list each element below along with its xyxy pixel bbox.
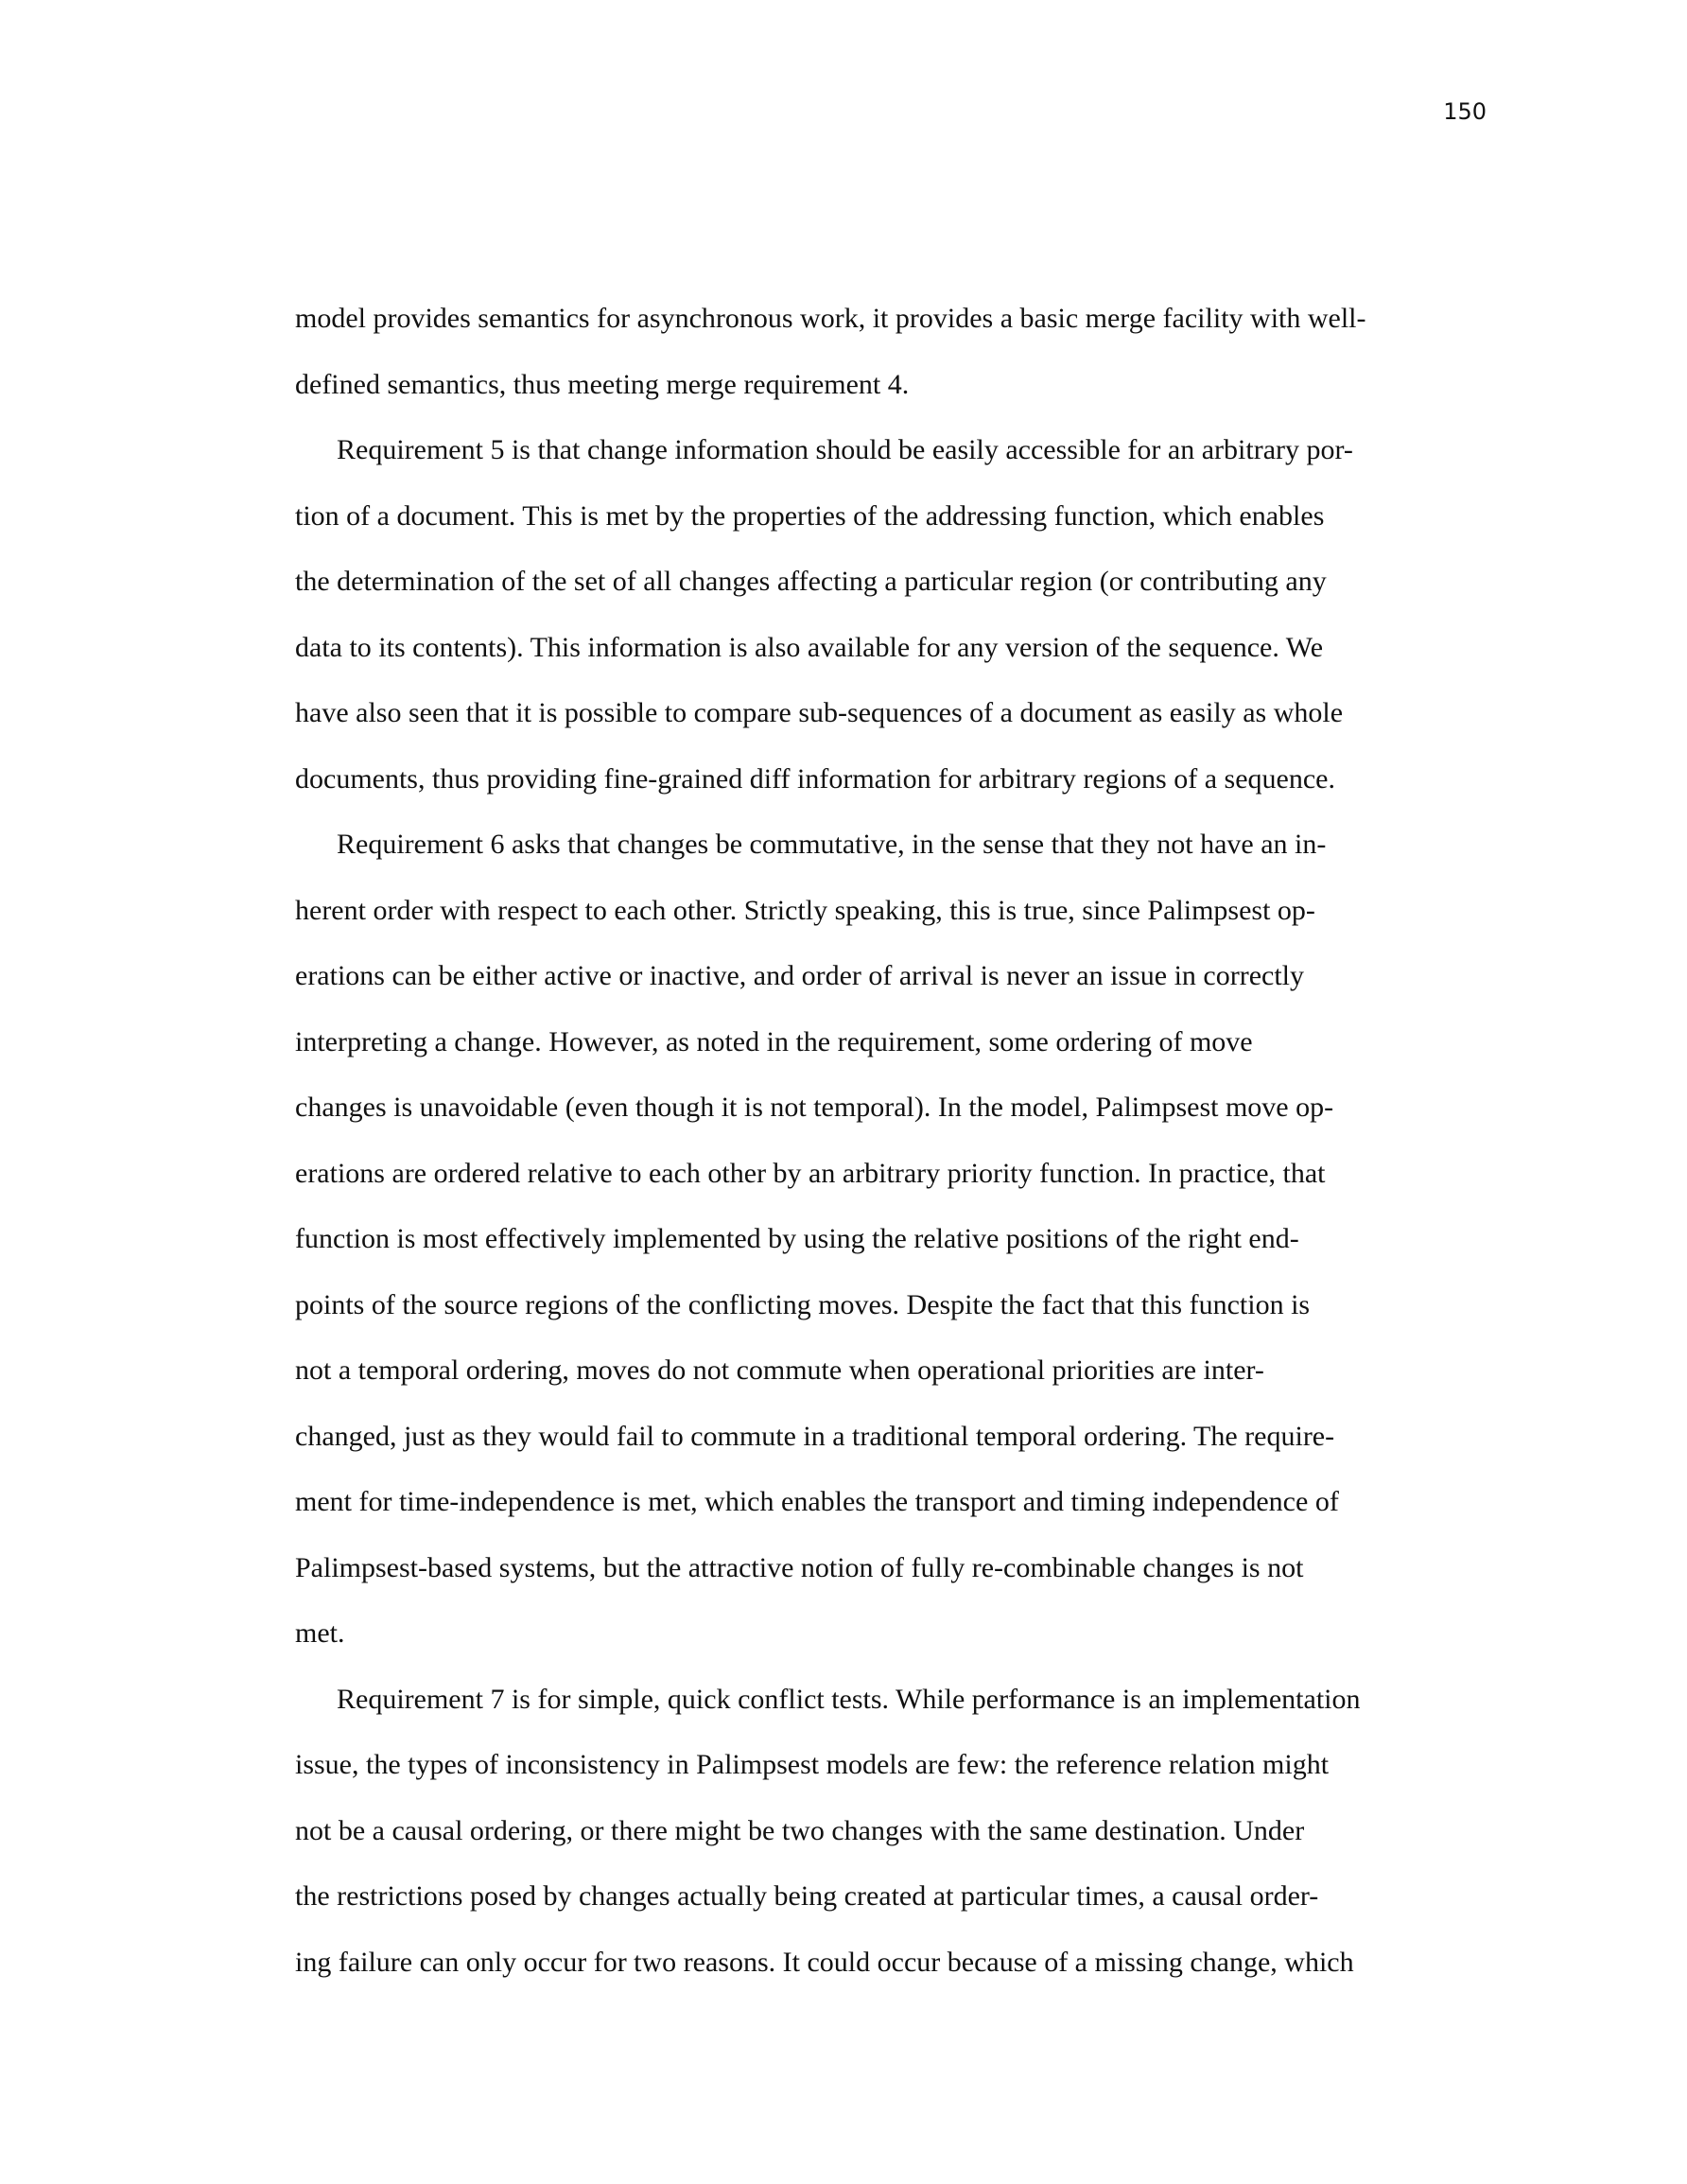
text-line: erations can be either active or inactive, and order of arrival is never an issue in correctly — [295, 960, 1305, 991]
text-line: erations are ordered relative to each other by an arbitrary priority function. In practice, that — [295, 1157, 1326, 1189]
paragraph-start-line: Requirement 6 asks that changes be commutative, in the sense that they not have an in- — [337, 829, 1327, 860]
text-line: function is most effectively implemented by using the relative positions of the right end- — [295, 1223, 1299, 1254]
text-line: defined semantics, thus meeting merge requirement 4. — [295, 368, 910, 400]
page-number: 150 — [1443, 98, 1487, 125]
text-line: data to its contents). This information is also available for any version of the sequence. We — [295, 631, 1324, 663]
text-line: model provides semantics for asynchronous work, it provides a basic merge facility with well- — [295, 303, 1366, 334]
text-line: not a temporal ordering, moves do not commute when operational priorities are inter- — [295, 1354, 1264, 1386]
text-line: ing failure can only occur for two reasons. It could occur because of a missing change, which — [295, 1946, 1354, 1978]
paragraph-start-line: Requirement 5 is that change information should be easily accessible for an arbitrary por- — [337, 434, 1353, 465]
text-line: issue, the types of inconsistency in Palimpsest models are few: the reference relation might — [295, 1749, 1330, 1780]
text-line: documents, thus providing fine-grained diff information for arbitrary regions of a sequence. — [295, 762, 1335, 795]
body-text — [295, 286, 1487, 1995]
text-line: the restrictions posed by changes actually being created at particular times, a causal order- — [295, 1880, 1319, 1912]
text-line: changed, just as they would fail to commute in a traditional temporal ordering. The require- — [295, 1420, 1335, 1452]
text-line: herent order with respect to each other. Strictly speaking, this is true, since Palimpsest op- — [295, 894, 1315, 926]
paragraph-start-line: Requirement 7 is for simple, quick conflict tests. While performance is an implementation — [337, 1683, 1361, 1715]
text-line: not be a causal ordering, or there might be two changes with the same destination. Under — [295, 1814, 1305, 1846]
text-line: Palimpsest-based systems, but the attractive notion of fully re-combinable changes is not — [295, 1551, 1304, 1583]
text-line: the determination of the set of all changes affecting a particular region (or contributing any — [295, 566, 1327, 597]
text-line: met. — [295, 1617, 345, 1649]
text-line: ment for time-independence is met, which enables the transport and timing independence of — [295, 1486, 1339, 1517]
text-line: points of the source regions of the conflicting moves. Despite the fact that this function is — [295, 1288, 1311, 1320]
text-line: interpreting a change. However, as noted in the requirement, some ordering of move — [295, 1025, 1253, 1057]
text-line: changes is unavoidable (even though it is not temporal). In the model, Palimpsest move op- — [295, 1092, 1334, 1123]
text-line: have also seen that it is possible to compare sub-sequences of a document as easily as whole — [295, 697, 1344, 728]
text-line: tion of a document. This is met by the properties of the addressing function, which enables — [295, 499, 1325, 532]
